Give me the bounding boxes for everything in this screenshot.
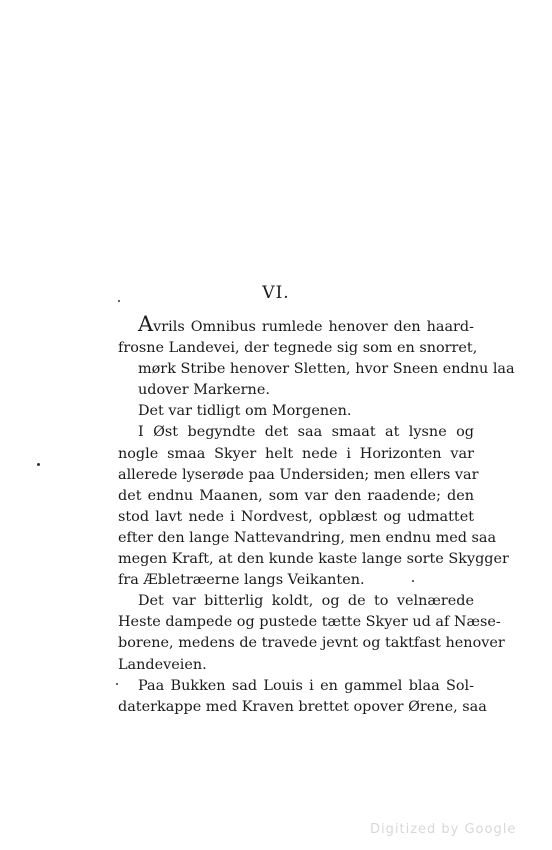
text-line: frosne Landevei, der tegnede sig som en snorret, — [118, 340, 478, 357]
text-line: allerede lyserøde paa Undersiden; men ellers var — [118, 466, 479, 483]
chapter-heading: VI. — [262, 283, 290, 303]
text-line: Landeveien. — [118, 656, 207, 673]
text-line-content: vrils Omnibus rumlede henover den haard- — [153, 319, 474, 335]
print-speck — [412, 580, 414, 582]
digitization-watermark: Digitized by Google — [370, 822, 517, 837]
text-line: Paa Bukken sad Louis i en gammel blaa Sol- — [138, 677, 474, 694]
text-line: nogle smaa Skyer helt nede i Horizonten var — [118, 445, 474, 462]
text-line: fra Æbletræerne langs Veikanten. — [118, 572, 365, 589]
text-line: Det var tidligt om Morgenen. — [138, 403, 352, 420]
print-speck — [118, 300, 120, 302]
paragraph-3 — [118, 422, 509, 591]
paragraph-2 — [118, 401, 474, 422]
text-line: stod lavt nede i Nordvest, opblæst og udmattet — [118, 508, 474, 525]
text-line: daterkappe med Kraven brettet opover Ørene, saa — [118, 698, 487, 715]
text-line: efter den lange Nattevandring, men endnu med saa — [118, 529, 497, 546]
paragraph-4 — [118, 591, 505, 675]
text-line: det endnu Maanen, som var den raadende; den — [118, 487, 474, 504]
print-speck — [116, 683, 118, 685]
text-line: borene, medens de travede jevnt og taktfast henover — [118, 635, 505, 652]
print-speck — [37, 463, 40, 466]
text-line: Det var bitterlig koldt, og de to velnærede — [138, 593, 474, 610]
paragraph-5 — [118, 676, 487, 718]
text-line — [118, 314, 474, 338]
text-line: megen Kraft, at den kunde kaste lange sorte Skygger — [118, 551, 509, 568]
text-line: I Øst begyndte det saa smaat at lysne og — [138, 424, 474, 441]
drop-cap: A — [138, 312, 154, 336]
text-line: mørk Stribe henover Sletten, hvor Sneen endnu laa — [138, 361, 515, 378]
body-text — [118, 312, 515, 718]
text-line: udover Markerne. — [138, 382, 270, 399]
text-line: Heste dampede og pustede tætte Skyer ud af Næse- — [118, 614, 501, 631]
paragraph-1 — [118, 312, 515, 401]
